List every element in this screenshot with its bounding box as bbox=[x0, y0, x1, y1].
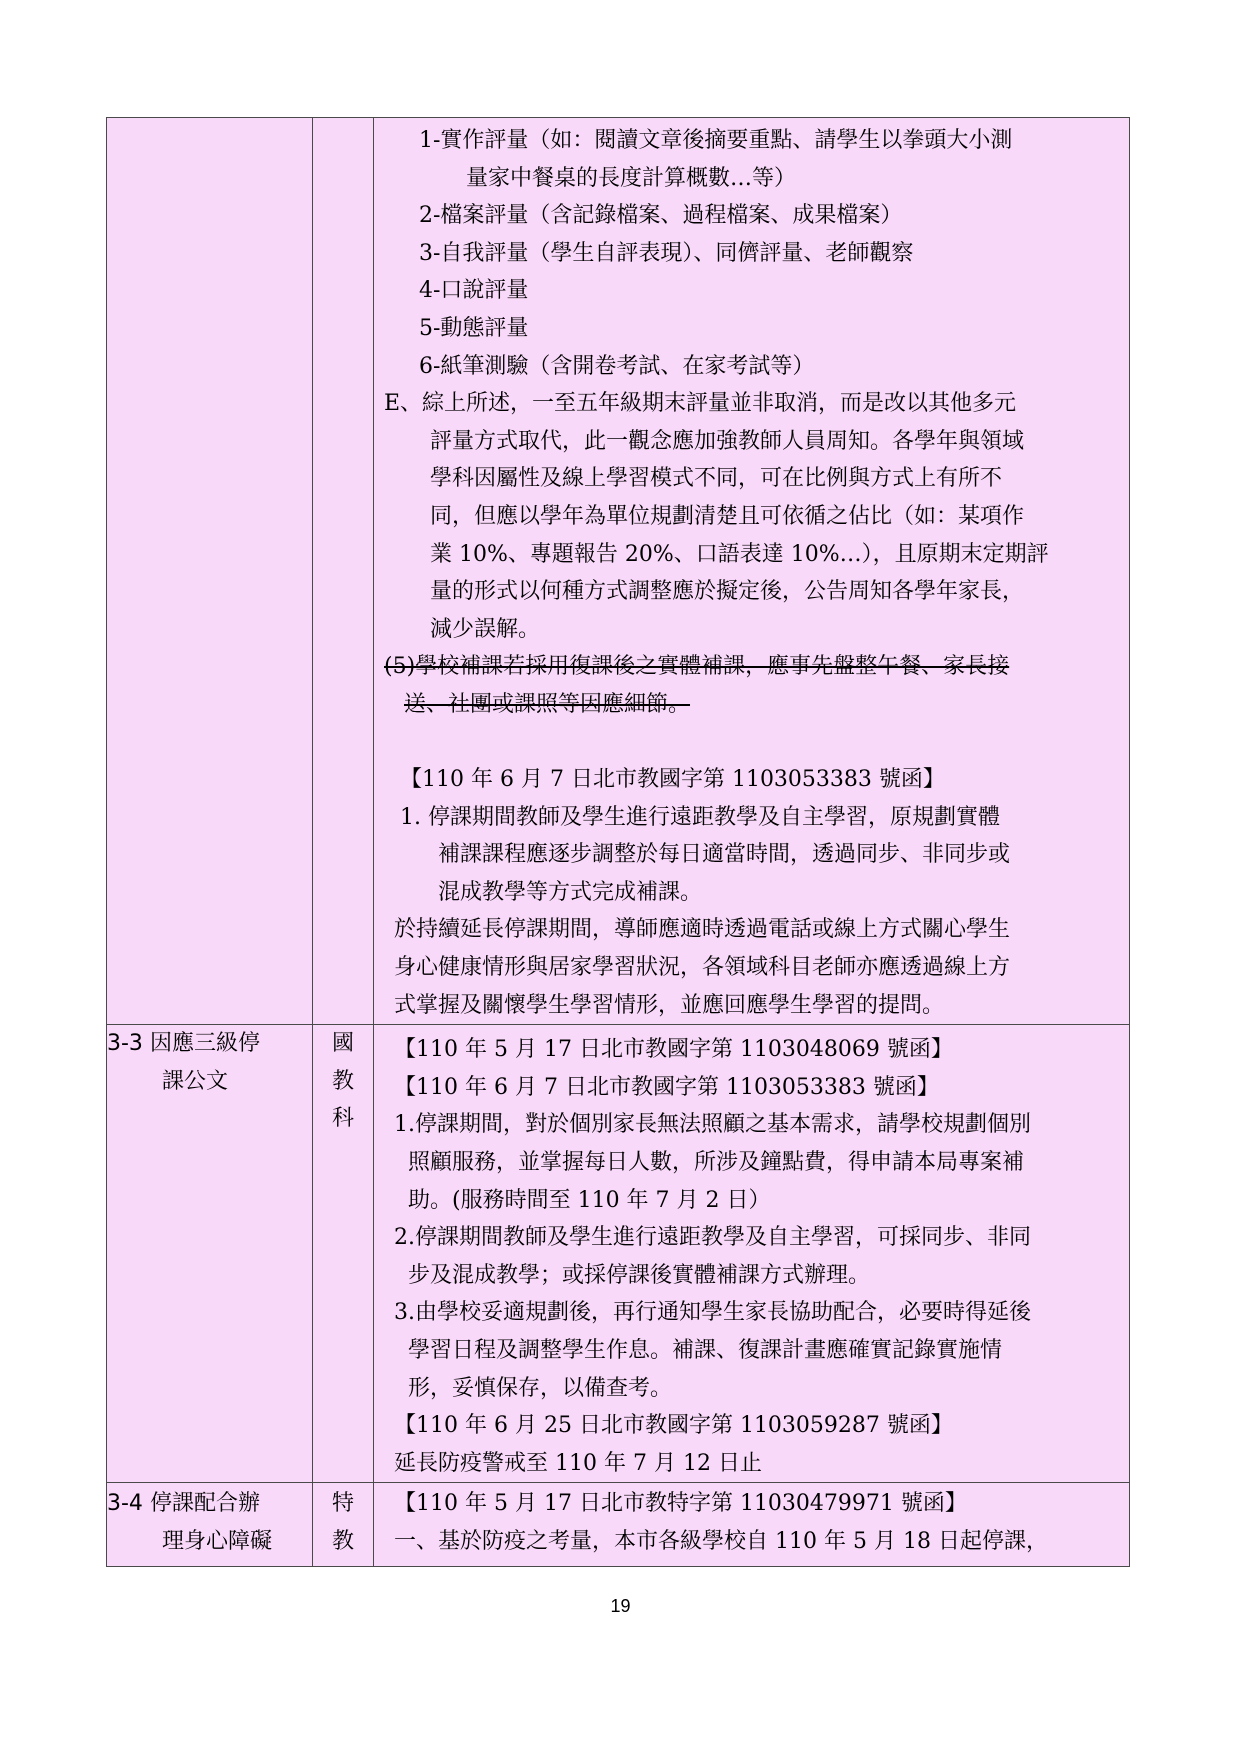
document-reference: 【110 年 6 月 7 日北市教國字第 1103053383 號函】 bbox=[400, 767, 945, 793]
unit-char: 特 bbox=[331, 1491, 354, 1517]
item-cell bbox=[107, 1025, 313, 1483]
list-item-cont: 量家中餐桌的長度計算概數…等） bbox=[466, 165, 797, 191]
document-reference: 【110 年 6 月 7 日北市教國字第 1103053383 號函】 bbox=[394, 1074, 939, 1100]
numbered-item-cont: 助。(服務時間至 110 年 7 月 2 日） bbox=[408, 1187, 771, 1213]
numbered-item-cont: 形，妥慎保存，以備查考。 bbox=[408, 1375, 673, 1401]
paragraph-line: 一、基於防疫之考量，本市各級學校自 110 年 5 月 18 日起停課， bbox=[394, 1528, 1048, 1554]
section-e-line: 同，但應以學年為單位規劃清楚且可依循之佔比（如：某項作 bbox=[430, 503, 1025, 529]
list-item: 6-紙筆測驗（含開卷考試、在家考試等） bbox=[419, 353, 815, 379]
document-reference: 【110 年 5 月 17 日北市教特字第 11030479971 號函】 bbox=[394, 1491, 967, 1517]
numbered-item: 1. 停課期間教師及學生進行遠距教學及自主學習，原規劃實體 bbox=[400, 804, 1000, 830]
table-row bbox=[107, 1025, 1130, 1483]
table-row bbox=[107, 118, 1130, 1025]
list-item: 5-動態評量 bbox=[419, 315, 529, 341]
list-item: 3-自我評量（學生自評表現）、同儕評量、老師觀察 bbox=[419, 240, 914, 266]
paragraph-line: 延長防疫警戒至 110 年 7 月 12 日止 bbox=[394, 1450, 762, 1476]
numbered-item-cont: 補課課程應逐步調整於每日適當時間，透過同步、非同步或 bbox=[438, 842, 1011, 868]
section-e-line: 評量方式取代，此一觀念應加強教師人員周知。各學年與領域 bbox=[430, 428, 1025, 454]
item-title-text: 因應三級停 bbox=[149, 1031, 260, 1057]
unit-char: 科 bbox=[331, 1106, 354, 1132]
item-number: 3-4 bbox=[107, 1491, 143, 1517]
unit-cell bbox=[313, 1483, 374, 1567]
item-title-cont: 理身心障礙 bbox=[162, 1528, 273, 1554]
numbered-item: 1.停課期間，對於個別家長無法照顧之基本需求，請學校規劃個別 bbox=[394, 1112, 1031, 1138]
numbered-item-cont: 照顧服務，並掌握每日人數，所涉及鐘點費，得申請本局專案補 bbox=[408, 1150, 1025, 1176]
page-number: 19 bbox=[610, 1596, 631, 1616]
section-e-line: 減少誤解。 bbox=[430, 616, 541, 642]
item-title bbox=[107, 1485, 312, 1523]
numbered-item-cont: 步及混成教學；或採停課後實體補課方式辦理。 bbox=[408, 1262, 871, 1288]
unit-char: 國 bbox=[331, 1031, 354, 1057]
item-cell bbox=[107, 118, 313, 1025]
content-cell bbox=[374, 118, 1130, 1025]
paragraph-line: 於持續延長停課期間，導師應適時透過電話或線上方式關心學生 bbox=[394, 917, 1011, 943]
document-reference: 【110 年 5 月 17 日北市教國字第 1103048069 號函】 bbox=[394, 1037, 953, 1063]
struck-text: 送、社團或課照等因應細節。 bbox=[404, 691, 691, 717]
list-item: 1-實作評量（如：閱讀文章後摘要重點、請學生以拳頭大小測 bbox=[419, 128, 1013, 153]
section-e-line: 業 10%、專題報告 20%、口語表達 10%…），且原期末定期評 bbox=[430, 541, 1049, 567]
content-cell bbox=[374, 1025, 1130, 1483]
item-title-text: 停課配合辦 bbox=[149, 1491, 260, 1517]
list-item: 4-口說評量 bbox=[419, 278, 529, 304]
document-table bbox=[106, 117, 1130, 1567]
numbered-item-cont: 學習日程及調整學生作息。補課、復課計畫應確實記錄實施情 bbox=[408, 1338, 1003, 1363]
item-title bbox=[107, 1025, 312, 1063]
section-e-line: 學科因屬性及線上學習模式不同，可在比例與方式上有所不 bbox=[430, 466, 1003, 492]
blank-line bbox=[374, 724, 1129, 762]
struck-text: (5)學校補課若採用復課後之實體補課，應事先盤整午餐、家長接 bbox=[384, 654, 1010, 680]
unit-cell bbox=[313, 1025, 374, 1483]
unit-cell bbox=[313, 118, 374, 1025]
section-e-line: E、綜上所述，一至五年級期末評量並非取消，而是改以其他多元 bbox=[384, 391, 1017, 417]
document-reference: 【110 年 6 月 25 日北市教國字第 1103059287 號函】 bbox=[394, 1413, 953, 1439]
content-cell bbox=[374, 1483, 1130, 1567]
paragraph-line: 式掌握及關懷學生學習情形，並應回應學生學習的提問。 bbox=[394, 992, 945, 1018]
list-item: 2-檔案評量（含記錄檔案、過程檔案、成果檔案） bbox=[419, 203, 903, 229]
item-number: 3-3 bbox=[107, 1031, 143, 1057]
numbered-item: 2.停課期間教師及學生進行遠距教學及自主學習，可採同步、非同 bbox=[394, 1225, 1031, 1251]
unit-char: 教 bbox=[331, 1528, 354, 1554]
section-e-line: 量的形式以何種方式調整應於擬定後，公告周知各學年家長， bbox=[430, 579, 1025, 605]
numbered-item: 3.由學校妥適規劃後，再行通知學生家長協助配合，必要時得延後 bbox=[394, 1300, 1031, 1326]
table-row bbox=[107, 1483, 1130, 1567]
paragraph-line: 身心健康情形與居家學習狀況，各領域科目老師亦應透過線上方 bbox=[394, 955, 1011, 981]
item-title-cont: 課公文 bbox=[162, 1068, 229, 1094]
unit-char: 教 bbox=[331, 1068, 354, 1094]
numbered-item-cont: 混成教學等方式完成補課。 bbox=[438, 879, 703, 905]
item-cell bbox=[107, 1483, 313, 1567]
